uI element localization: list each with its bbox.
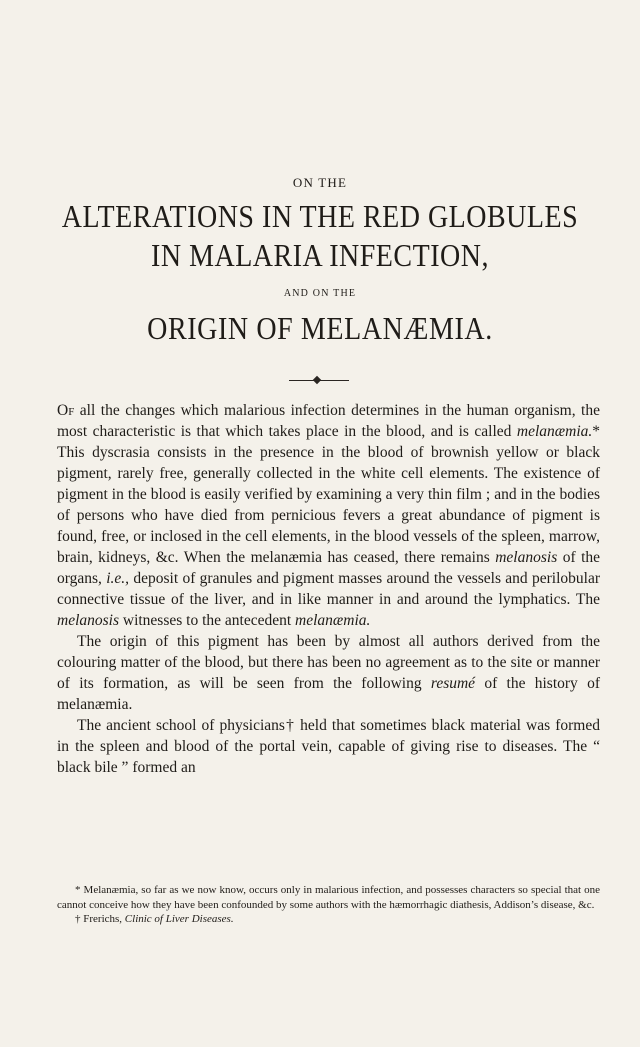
paragraph-1: Of all the changes which malarious infection determines in the human organism, the most characteristic is that which takes place in the blood, and is called melanæmia.* This dyscrasia consists in the presence in the blood of brownish yellow or black pigment, rarely free, generally collected in the white cell elements. The existence of pigment in the blood is easily verified by examining a very thin film ; and in the bodies of persons who have died from pernicious fevers a great abundance of pigment is found, free, or inclosed in the cell elements, in the blood vessels of the spleen, marrow, brain, kidneys, &c. When the melanæmia has ceased, there remains melanosis of the organs, i.e., deposit of granules and pigment masses around the vessels and perilobular connective tissue of the liver, and in like manner in and around the lymphatics. The melanosis witnesses to the antecedent melanæmia. [57,402,601,629]
drop-word: Of [57,402,75,419]
diamond-ornament-icon [313,376,321,384]
footnote-2: † Frerichs, Clinic of Liver Diseases. [75,913,234,925]
footnotes [57,883,600,927]
subtitle-on-the: ON THE [292,175,348,190]
subtitle-and-on-the: AND ON THE [283,288,357,299]
body-text [57,400,600,778]
title-line-2: IN MALARIA INFECTION, [151,239,489,274]
footnote-1: * Melanæmia, so far as we now know, occurs only in malarious infection, and possesses characters so special that one cannot conceive how they have been confounded by some authors with the hæmorrhagic diathesis, Addison’s disease, &c. [57,884,600,911]
paragraph-3: The ancient school of physicians† held that sometimes black material was formed in the spleen and blood of the portal vein, capable of giving rise to diseases. The “ black bile ” formed an [57,717,600,776]
title-line-3: ORIGIN OF MELANÆMIA. [147,312,493,347]
title-line-1: ALTERATIONS IN THE RED GLOBULES [61,200,579,235]
paragraph-2: The origin of this pigment has been by almost all authors derived from the colouring matter of the blood, but there has been no agreement as to the site or manner of its formation, as will be seen from the following resumé of the history of melanæmia. [57,633,600,713]
